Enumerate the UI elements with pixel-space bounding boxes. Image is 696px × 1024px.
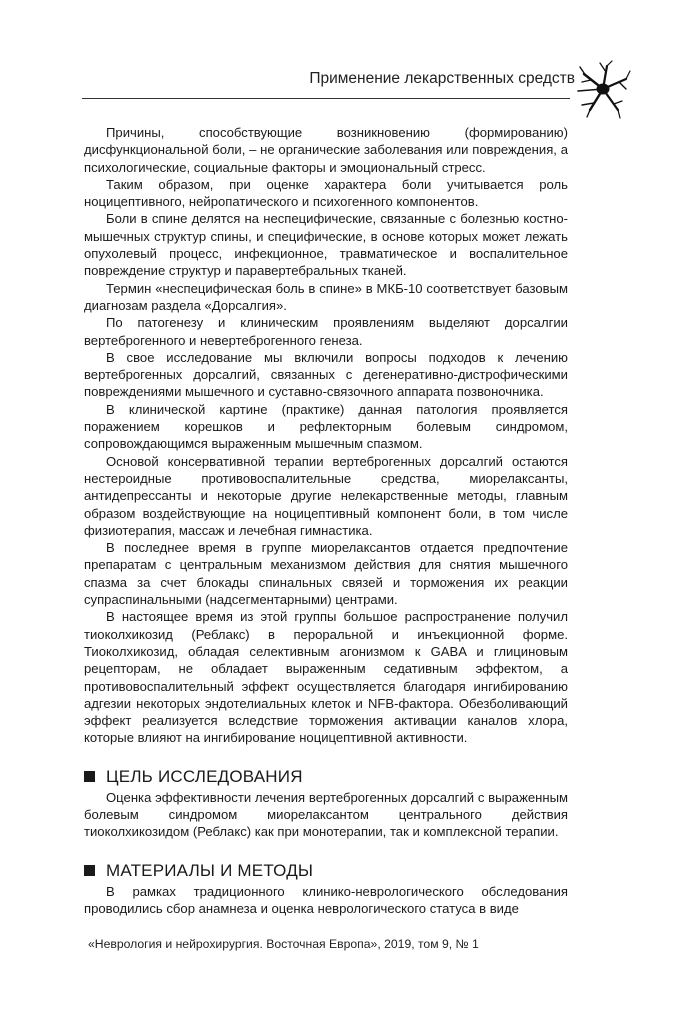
paragraph: В рамках традиционного клинико-неврологического обследования проводились сбор анамнеза и оценка неврологического статуса в виде <box>84 883 568 916</box>
bullet-square-icon <box>84 771 95 782</box>
body-text <box>84 124 568 917</box>
paragraph: Таким образом, при оценке характера боли учитывается роль ноцицептивного, нейропатического и психогенного компонентов. <box>84 176 568 210</box>
header-rule <box>82 98 570 99</box>
section-title: ЦЕЛЬ ИССЛЕДОВАНИЯ <box>106 766 303 786</box>
paragraph: Термин «неспецифическая боль в спине» в МКБ-10 соответствует базовым диагнозам раздела «Дорсалгия». <box>84 280 568 313</box>
paragraph: По патогенезу и клиническим проявлениям выделяют дорсалгии вертеброгенного и невертеброгенного генеза. <box>84 315 568 348</box>
paragraph: Основой консервативной терапии вертеброгенных дорсалгий остаются нестероидные противовоспалительные средства, миорелаксанты, антидепрессанты и некоторые другие нелекарственные методы, главным образом воздействующие на ноцицептивный компонент боли, в том числе физиотерапия, массаж и лечебная гимнастика. <box>84 453 568 538</box>
section-heading-methods <box>84 861 568 881</box>
bullet-square-icon <box>84 865 95 876</box>
paragraph: В последнее время в группе миорелаксантов отдается предпочтение препаратам с центральным механизмом действия для снятия мышечного спазма за счет блокады спинальных связей и торможения их реакции супраспинальными (надсегментарными) центрами. <box>84 540 568 608</box>
paragraph: Боли в спине делятся на неспецифические, связанные с болезнью костно-мышечных структур спины, и специфические, в основе которых может лежать опухолевый процесс, инфекционное, травматическое и воспалительное повреждение структур и паравертебральных тканей. <box>84 211 568 279</box>
paragraph: Оценка эффективности лечения вертеброгенных дорсалгий с выраженным болевым синдромом миорелаксантом центрального действия тиоколхикозидом (Реблакс) как при монотерапии, так и комплексной терапии. <box>84 789 568 840</box>
paragraph: Причины, способствующие возникновению (формированию) дисфункциональной боли, – не органические заболевания или повреждения, а психологические, социальные факторы и эмоциональный стресс. <box>84 125 568 175</box>
section-title: МАТЕРИАЛЫ И МЕТОДЫ <box>106 860 314 880</box>
paragraph: В свое исследование мы включили вопросы подходов к лечению вертеброгенных дорсалгий, связанных с дегенеративно-дистрофическими повреждениями мышечного и суставно-связочного аппарата позвоночника. <box>84 349 568 400</box>
journal-citation: «Неврология и нейрохирургия. Восточная Европа», 2019, том 9, № 1 <box>88 937 479 951</box>
paragraph: В клинической картине (практике) данная патология проявляется поражением корешков и рефлекторным болевым синдромом, сопровождающимся выраженным мышечным спазмом. <box>84 401 568 452</box>
running-title: Применение лекарственных средств <box>309 70 575 87</box>
neuron-icon <box>574 58 632 120</box>
paragraph: В настоящее время из этой группы большое распространение получил тиоколхикозид (Реблакс) в пероральной и инъекционной форме. Тиоколхикозид, обладая селективным агонизмом к GABA и глициновым рецепторам, не обладает выраженным седативным эффектом, а противовоспалительный эффект осуществляется благодаря ингибированию адгезии некоторых эндотелиальных клеток и NFB-фактора. Обезболивающий эффект реализуется вследствие торможения активации каналов хлора, которые влияют на ингибирование ноцицептивной активности. <box>84 609 568 746</box>
section-heading-aim <box>84 767 568 787</box>
